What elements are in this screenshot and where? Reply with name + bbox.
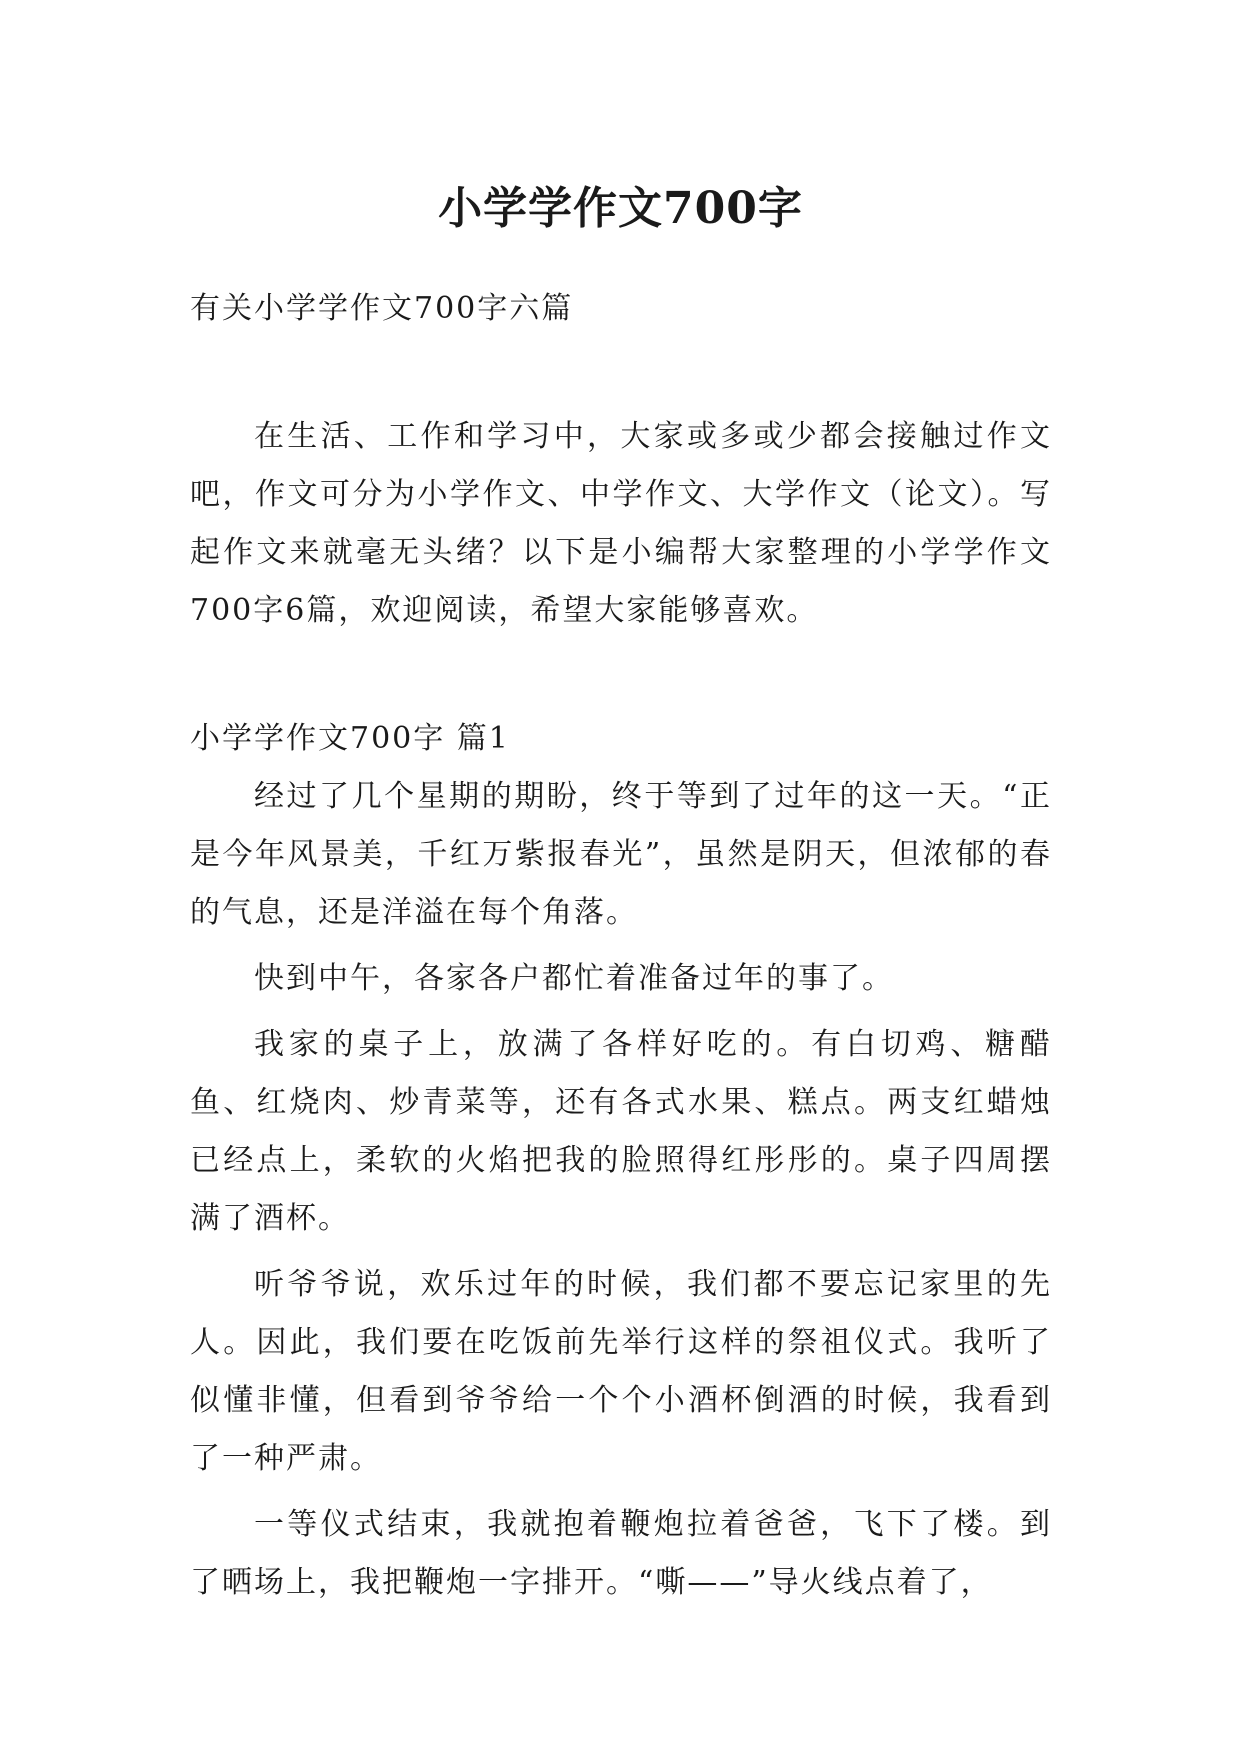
body-paragraph: 快到中午，各家各户都忙着准备过年的事了。 [254,961,894,996]
body-paragraph: 听爷爷说，欢乐过年的时候，我们都不要忘记家里的先人。因此，我们要在吃饭前先举行这样的祭祖仪式。我听了似懂非懂，但看到爷爷给一个个小酒杯倒酒的时候，我看到了一种严肃。 [190,1267,1052,1476]
body-paragraph: 我家的桌子上，放满了各样好吃的。有白切鸡、糖醋鱼、红烧肉、炒青菜等，还有各式水果、糕点。两支红蜡烛已经点上，柔软的火焰把我的脸照得红彤彤的。桌子四周摆满了酒杯。 [190,1027,1052,1236]
document-subtitle: 有关小学学作文700字六篇 [190,291,574,326]
body-paragraph: 经过了几个星期的期盼，终于等到了过年的这一天。“正是今年风景美，千红万紫报春光”，虽然是阴天，但浓郁的春的气息，还是洋溢在每个角落。 [190,779,1052,930]
document-title: 小学学作文700字 [438,183,803,235]
document-body [190,280,1052,1620]
section-title: 小学学作文700字 篇1 [190,721,510,756]
intro-paragraph: 在生活、工作和学习中，大家或多或少都会接触过作文吧，作文可分为小学作文、中学作文、大学作文（论文）。写起作文来就毫无头绪？以下是小编帮大家整理的小学学作文700字6篇，欢迎阅读，希望大家能够喜欢。 [190,419,1052,628]
body-paragraph: 一等仪式结束，我就抱着鞭炮拉着爸爸，飞下了楼。到了晒场上，我把鞭炮一字排开。“嘶——”导火线点着了， [190,1507,1052,1600]
